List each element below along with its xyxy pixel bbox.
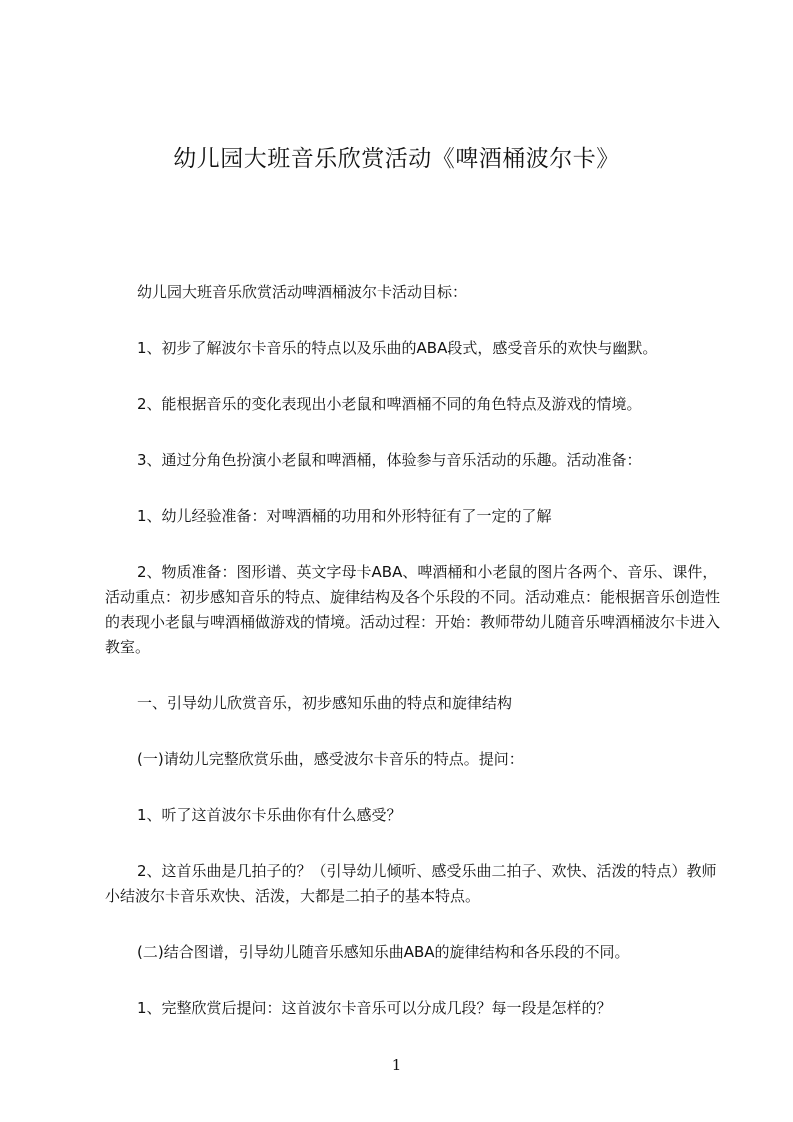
paragraph-question-3: 1、完整欣赏后提问：这首波尔卡音乐可以分成几段？每一段是怎样的？ bbox=[137, 999, 612, 1017]
paragraph-goal-3: 3、通过分角色扮演小老鼠和啤酒桶，体验参与音乐活动的乐趣。活动准备： bbox=[137, 451, 642, 469]
page-number: 1 bbox=[391, 1056, 402, 1074]
page-title: 幼儿园大班音乐欣赏活动《啤酒桶波尔卡》 bbox=[173, 146, 620, 172]
paragraph-goal-1: 1、初步了解波尔卡音乐的特点以及乐曲的ABA段式，感受音乐的欢快与幽默。 bbox=[137, 339, 658, 357]
paragraph-subsection-2: (二)结合图谱，引导幼儿随音乐感知乐曲ABA的旋律结构和各乐段的不同。 bbox=[137, 943, 630, 961]
paragraph-prep-2: 2、物质准备：图形谱、英文字母卡ABA、啤酒桶和小老鼠的图片各两个、音乐、课件，活动重点：初步感知音乐的特点、旋律结构及各个乐段的不同。活动难点：能根据音乐创造性的表现小老鼠与啤酒桶做游戏的情境。活动过程：开始：教师带幼儿随音乐啤酒桶波尔卡进入教室。 bbox=[105, 563, 721, 656]
paragraph-objectives-heading: 幼儿园大班音乐欣赏活动啤酒桶波尔卡活动目标： bbox=[137, 283, 468, 301]
paragraph-section-1: 一、引导幼儿欣赏音乐，初步感知乐曲的特点和旋律结构 bbox=[137, 694, 513, 712]
paragraph-question-2: 2、这首乐曲是几拍子的？（引导幼儿倾听、感受乐曲二拍子、欢快、活泼的特点）教师小结波尔卡音乐欢快、活泼，大都是二拍子的基本特点。 bbox=[105, 862, 717, 905]
paragraph-prep-1: 1、幼儿经验准备：对啤酒桶的功用和外形特征有了一定的了解 bbox=[137, 507, 552, 525]
document-body bbox=[105, 280, 725, 1052]
paragraph-question-1: 1、听了这首波尔卡乐曲你有什么感受？ bbox=[137, 806, 402, 824]
paragraph-subsection-1: (一)请幼儿完整欣赏乐曲，感受波尔卡音乐的特点。提问： bbox=[137, 750, 524, 768]
paragraph-goal-2: 2、能根据音乐的变化表现出小老鼠和啤酒桶不同的角色特点及游戏的情境。 bbox=[137, 395, 642, 413]
